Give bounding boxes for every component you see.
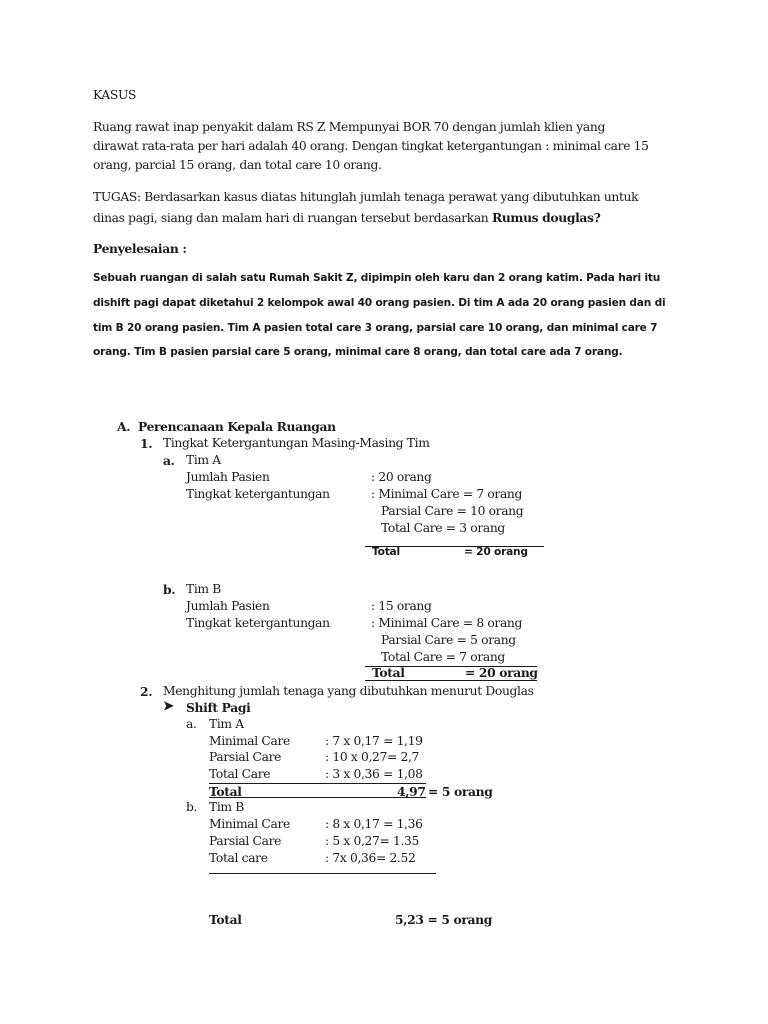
shift-tim-a-row-label: Total Care [209,767,271,781]
tim-b-total-label: Total [372,665,405,680]
tim-b-jumlah-value: : 15 orang [371,599,432,613]
tim-b-marker: b. [163,582,176,597]
shift-tim-a-row-label: Parsial Care [209,750,282,764]
tim-b-total-care: Total Care = 7 orang [381,650,505,664]
shift-tim-b-sum-rule [209,873,436,874]
section-a-title: Perencanaan Kepala Ruangan [138,419,336,434]
tim-b-total-value: = 20 orang [465,665,538,680]
tim-a-jumlah-label: Jumlah Pasien [186,470,270,484]
tim-b-total-underline [365,680,537,681]
tim-a-marker: a. [163,453,175,468]
tim-a-parsial: Parsial Care = 10 orang [381,504,524,518]
shift-tim-b-row-label: Minimal Care [209,817,290,831]
shift-tim-a-marker: a. [186,717,197,731]
item-1-title: Tingkat Ketergantungan Masing-Masing Tim [163,436,430,450]
case-line-3: orang, parcial 15 orang, dan total care 10 orang. [93,158,382,172]
item-2-title: Menghitung jumlah tenaga yang dibutuhkan menurut Douglas [163,684,534,698]
shift-tim-a-row-label: Minimal Care [209,734,290,748]
shift-tim-b-total-value: 5,23 = 5 orang [395,912,492,927]
shift-tim-a-row-calc: : 7 x 0,17 = 1,19 [325,734,423,748]
solution-heading: Penyelesaian : [93,241,187,256]
item-1-marker: 1. [140,436,153,451]
shift-title: Shift Pagi [186,700,251,715]
shift-tim-a-total-result: = 5 orang [428,784,493,799]
shift-tim-b-row-label: Total care [209,851,268,865]
tim-a-minimal: : Minimal Care = 7 orang [371,487,523,501]
task-line-2 [93,210,600,225]
shift-tim-a-total-number: 4,97 [397,784,426,799]
solution-line-2: dishift pagi dapat diketahui 2 kelompok awal 40 orang pasien. Di tim A ada 20 orang pasien dan di [93,297,666,309]
shift-tim-a-row-calc: : 3 x 0,36 = 1,08 [325,767,423,781]
shift-tim-a-total-underline [209,797,426,798]
shift-tim-b-title: Tim B [209,800,244,814]
shift-tim-b-marker: b. [186,800,198,814]
tim-b-title: Tim B [186,582,221,596]
shift-tim-b-row-label: Parsial Care [209,834,282,848]
shift-tim-b-row-calc: : 8 x 0,17 = 1,36 [325,817,423,831]
section-a-marker: A. [117,419,131,434]
task-bold-phrase: Rumus douglas? [491,210,601,225]
shift-tim-a-row-calc: : 10 x 0,27= 2,7 [325,750,420,764]
tim-a-title: Tim A [186,453,221,467]
tim-b-minimal: : Minimal Care = 8 orang [371,616,523,630]
shift-tim-b-row-calc: : 5 x 0,27= 1.35 [325,834,420,848]
shift-tim-a-title: Tim A [209,717,244,731]
tim-a-jumlah-value: : 20 orang [371,470,432,484]
solution-line-3: tim B 20 orang pasien. Tim A pasien total care 3 orang, parsial care 10 orang, dan minimal care 7 [93,322,658,334]
shift-tim-a-total-label: Total [209,784,242,799]
arrow-bullet-icon: ➤ [163,699,174,714]
tim-a-total-care: Total Care = 3 orang [381,521,505,535]
tim-a-tingkat-label: Tingkat ketergantungan [186,487,330,501]
shift-tim-b-total-label: Total [209,912,242,927]
tim-a-total-value: = 20 orang [464,546,528,558]
tim-b-parsial: Parsial Care = 5 orang [381,633,516,647]
case-line-2: dirawat rata-rata per hari adalah 40 orang. Dengan tingkat ketergantungan : minimal care 15 [93,139,649,153]
case-heading: KASUS [93,88,137,102]
item-2-marker: 2. [140,684,153,699]
task-line-1: TUGAS: Berdasarkan kasus diatas hitunglah jumlah tenaga perawat yang dibutuhkan untuk [93,190,639,204]
solution-line-1: Sebuah ruangan di salah satu Rumah Sakit Z, dipimpin oleh karu dan 2 orang katim. Pada hari itu [93,272,661,284]
tim-b-tingkat-label: Tingkat ketergantungan [186,616,330,630]
tim-a-total-label: Total [372,546,400,558]
task-text: dinas pagi, siang dan malam hari di ruangan tersebut berdasarkan [93,211,489,225]
solution-line-4: orang. Tim B pasien parsial care 5 orang, minimal care 8 orang, dan total care ada 7 orang. [93,346,623,358]
shift-tim-b-row-calc: : 7x 0,36= 2.52 [325,851,416,865]
case-line-1: Ruang rawat inap penyakit dalam RS Z Mempunyai BOR 70 dengan jumlah klien yang [93,120,605,134]
tim-b-jumlah-label: Jumlah Pasien [186,599,270,613]
